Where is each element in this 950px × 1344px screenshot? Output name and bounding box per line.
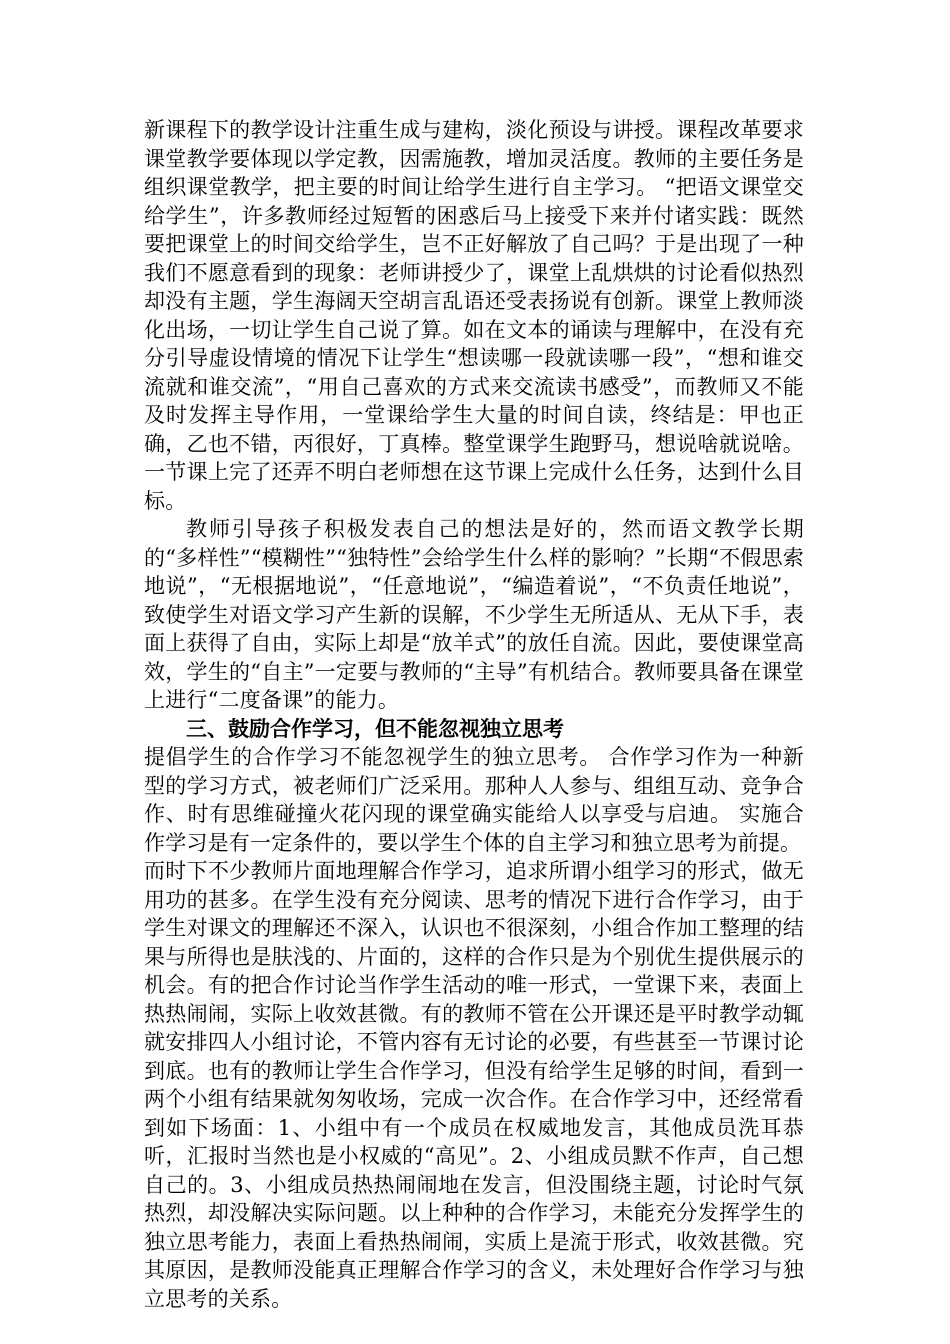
document-page (144, 116, 804, 1313)
body-paragraph-3: 提倡学生的合作学习不能忽视学生的独立思考。 合作学习作为一种新型的学习方式，被老师们广泛采用。那种人人参与、组组互动、竞争合作、时有思维碰撞火花闪现的课堂确实能给人以享受与启迪。 实施合作学习是有一定条件的，要以学生个体的自主学习和独立思考为前提。 (144, 745, 804, 855)
body-paragraph-2: 教师引导孩子积极发表自己的想法是好的，然而语文教学长期的“多样性”“模糊性”“独特性”会给学生什么样的影响？”长期“不假思索地说”，“无根据地说”，“任意地说”，“编造着说”，“不负责任地说”，致使学生对语文学习产生新的误解，不少学生无所适从、无从下手，表面上获得了自由，实际上却是“放羊式”的放任自流。因此，要使课堂高效，学生的“自主”一定要与教师的“主导”有机结合。教师要具备在课堂上进行“二度备课”的能力。 (144, 517, 804, 712)
section-heading-3: 三、鼓励合作学习，但不能忽视独立思考 (186, 715, 564, 741)
body-paragraph-1: 新课程下的教学设计注重生成与建构，淡化预设与讲授。课程改革要求课堂教学要体现以学定教，因需施教，增加灵活度。教师的主要任务是组织课堂教学，把主要的时间让给学生进行自主学习。 “把语文课堂交给学生”，许多教师经过短暂的困惑后马上接受下来并付诸实践：既然要把课堂上的时间交给学生，岂不正好解放了自己吗？于是出现了一种我们不愿意看到的现象：老师讲授少了，课堂上乱烘烘的讨论看似热烈却没有主题，学生海阔天空胡言乱语还受表扬说有创新。课堂上教师淡化出场，一切让学生自己说了算。如在文本的诵读与理解中，在没有充分引导虚设情境的情况下让学生“想读哪一段就读哪一段”，“想和谁交流就和谁交流”，“用自己喜欢的方式来交流读书感受”，而教师又不能及时发挥主导作用，一堂课给学生大量的时间自读，终结是：甲也正确，乙也不错，丙很好，丁真棒。整堂课学生跑野马，想说啥就说啥。一节课上完了还弄不明白老师想在这节课上完成什么任务，达到什么目标。 (144, 118, 804, 513)
body-paragraph-4: 而时下不少教师片面地理解合作学习，追求所谓小组学习的形式，做无用功的甚多。在学生没有充分阅读、思考的情况下进行合作学习，由于学生对课文的理解还不深入，认识也不很深刻，小组合作加工整理的结果与所得也是肤浅的、片面的，这样的合作只是为个别优生提供展示的机会。有的把合作讨论当作学生活动的唯一形式，一堂课下来，表面上热热闹闹，实际上收效甚微。有的教师不管在公开课还是平时教学动辄就安排四人小组讨论，不管内容有无讨论的必要，有些甚至一节课讨论到底。也有的教师让学生合作学习，但没有给学生足够的时间，看到一两个小组有结果就匆匆收场，完成一次合作。在合作学习中，还经常看到如下场面：1、小组中有一个成员在权威地发言，其他成员洗耳恭听，汇报时当然也是小权威的“高见”。2、小组成员默不作声，自己想自己的。3、小组成员热热闹闹地在发言，但没围绕主题，讨论时气氛热烈，却没解决实际问题。以上种种的合作学习，未能充分发挥学生的独立思考能力，表面上看热热闹闹，实质上是流于形式，收效甚微。究其原因，是教师没能真正理解合作学习的含义，未处理好合作学习与独立思考的关系。 (144, 859, 804, 1311)
